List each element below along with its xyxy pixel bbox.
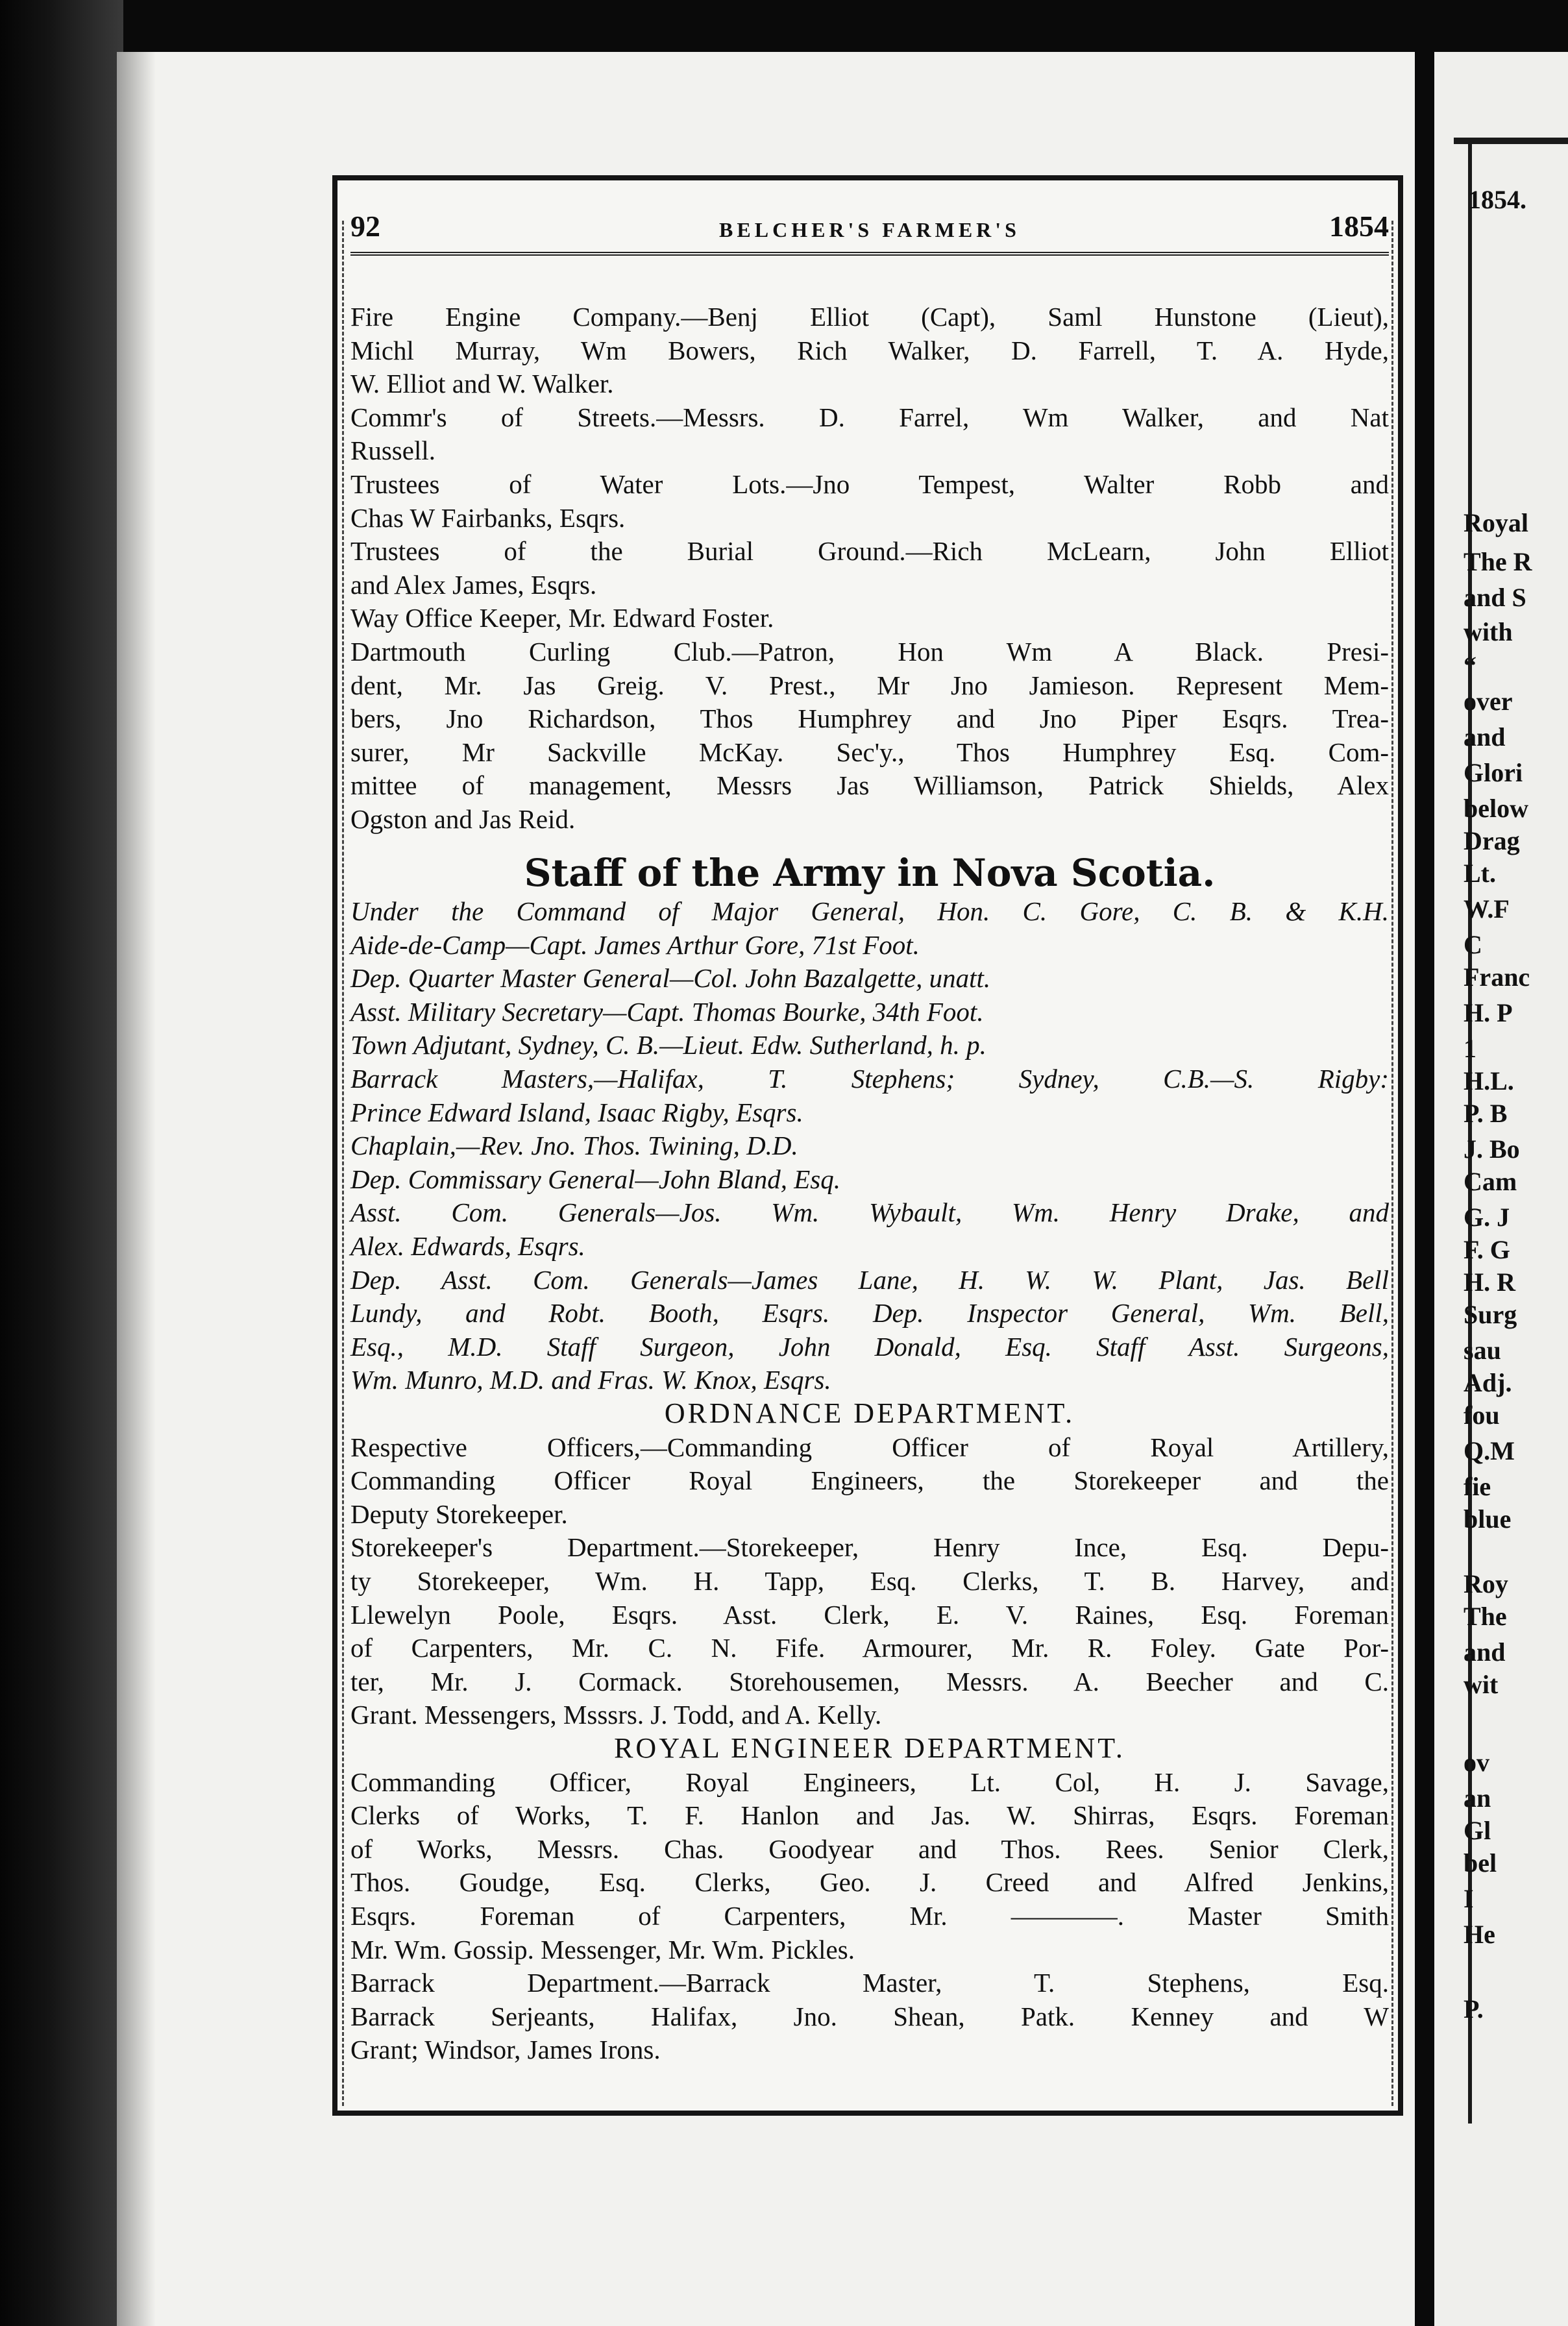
text-line: Under the Command of Major General, Hon. C. Gore, C. B. & K.H. — [350, 896, 1389, 926]
text-line: Commanding Officer, Royal Engineers, Lt. Col, H. J. Savage, — [350, 1767, 1389, 1797]
right-page-fragment: Franc — [1464, 962, 1530, 992]
right-page-fragment: Surg — [1464, 1300, 1517, 1329]
right-page-fragment: and — [1464, 722, 1506, 752]
right-page-fragment: “ — [1464, 651, 1476, 680]
page-year: 1854 — [1329, 210, 1389, 243]
text-line: Prince Edward Island, Isaac Rigby, Esqrs. — [350, 1097, 803, 1127]
text-line: Storekeeper's Department.—Storekeeper, Henry Ince, Esq. Depu- — [350, 1532, 1389, 1563]
text-line: Barrack Serjeants, Halifax, Jno. Shean, Patk. Kenney and W — [350, 2001, 1389, 2031]
right-page-fragment: H. R — [1464, 1267, 1515, 1297]
right-page-fragment: The — [1464, 1602, 1507, 1631]
right-page-fragment: H. P — [1464, 998, 1513, 1027]
right-page-fragment: C — [1464, 930, 1482, 959]
text-line: ty Storekeeper, Wm. H. Tapp, Esq. Clerks, T. B. Harvey, and — [350, 1565, 1389, 1596]
right-page-fragment: blue — [1464, 1504, 1512, 1534]
right-page-fragment: bel — [1464, 1848, 1497, 1878]
text-line: and Alex James, Esqrs. — [350, 569, 597, 600]
right-page-fragment: P. — [1464, 1994, 1484, 2024]
gutter-shadow — [117, 52, 156, 2326]
page-number: 92 — [350, 210, 380, 243]
text-line: Asst. Com. Generals—Jos. Wm. Wybault, Wm. Henry Drake, and — [350, 1197, 1389, 1228]
text-line: dent, Mr. Jas Greig. V. Prest., Mr Jno Jamieson. Represent Mem- — [350, 670, 1389, 700]
text-line: Mr. Wm. Gossip. Messenger, Mr. Wm. Pickles. — [350, 1934, 855, 1965]
text-line: of Carpenters, Mr. C. N. Fife. Armourer, Mr. R. Foley. Gate Por- — [350, 1633, 1389, 1663]
right-page-fragment: Adj. — [1464, 1368, 1512, 1397]
text-line: bers, Jno Richardson, Thos Humphrey and Jno Piper Esqrs. Trea- — [350, 704, 1389, 734]
right-page-fragment: sau — [1464, 1336, 1501, 1365]
text-line: Trustees of Water Lots.—Jno Tempest, Walter Robb and — [350, 469, 1389, 499]
right-page-fragment: I — [1464, 1884, 1474, 1913]
text-line: Chas W Fairbanks, Esqrs. — [350, 502, 626, 533]
text-line: Clerks of Works, T. F. Hanlon and Jas. W. Shirras, Esqrs. Foreman — [350, 1800, 1389, 1831]
right-page-fragment: and S — [1464, 583, 1526, 612]
text-line: Wm. Munro, M.D. and Fras. W. Knox, Esqrs. — [350, 1365, 831, 1395]
section-heading-ordnance: ORDNANCE DEPARTMENT. — [664, 1397, 1075, 1429]
right-page-fragment: below — [1464, 794, 1528, 823]
text-line: Respective Officers,—Commanding Officer of Royal Artillery, — [350, 1432, 1389, 1462]
text-line: Asst. Military Secretary—Capt. Thomas Bourke, 34th Foot. — [350, 996, 984, 1027]
right-page-fragment: 1854. — [1468, 185, 1526, 214]
right-page-fragment: Roy — [1464, 1569, 1508, 1598]
text-line: Michl Murray, Wm Bowers, Rich Walker, D. Farrell, T. A. Hyde, — [350, 335, 1389, 365]
right-page-fragment: fou — [1464, 1401, 1500, 1430]
right-page-fragment: Glori — [1464, 758, 1523, 787]
text-line: Dep. Commissary General—John Bland, Esq. — [350, 1164, 841, 1194]
right-page-rule — [1454, 138, 1568, 144]
right-page-fragment: Gl — [1464, 1816, 1491, 1845]
right-page-fragment: over — [1464, 687, 1513, 716]
text-line: Grant; Windsor, James Irons. — [350, 2035, 661, 2065]
right-page-fragment: ov — [1464, 1748, 1489, 1777]
right-page-fragment: an — [1464, 1783, 1491, 1813]
text-line: Fire Engine Company.—Benj Elliot (Capt), Saml Hunstone (Lieut), — [350, 302, 1389, 332]
text-line: ter, Mr. J. Cormack. Storehousemen, Messrs. A. Beecher and C. — [350, 1666, 1389, 1696]
right-page-fragment: Lt. — [1464, 859, 1496, 888]
right-page-fragment: Royal — [1464, 508, 1528, 537]
text-line: Dartmouth Curling Club.—Patron, Hon Wm A Black. Presi- — [350, 637, 1389, 667]
right-page-fragment: The R — [1464, 547, 1532, 576]
text-line: Ogston and Jas Reid. — [350, 804, 576, 834]
text-line: Thos. Goudge, Esq. Clerks, Geo. J. Creed and Alfred Jenkins, — [350, 1867, 1389, 1898]
running-title: BELCHER'S FARMER'S — [719, 218, 1020, 241]
book-spine — [0, 0, 123, 2326]
text-line: Aide-de-Camp—Capt. James Arthur Gore, 71st Foot. — [350, 929, 920, 960]
text-line: Trustees of the Burial Ground.—Rich McLearn, John Elliot — [350, 536, 1389, 567]
text-line: of Works, Messrs. Chas. Goodyear and Thos. Rees. Senior Clerk, — [350, 1833, 1389, 1864]
right-page-fragment: Drag — [1464, 826, 1520, 855]
text-line: Esqrs. Foreman of Carpenters, Mr. ————. Master Smith — [350, 1900, 1389, 1931]
text-line: Deputy Storekeeper. — [350, 1499, 568, 1529]
right-page-fragment: fie — [1464, 1472, 1491, 1501]
right-page-fragment: J. Bo — [1464, 1134, 1520, 1164]
right-page-fragment: 1 — [1464, 1034, 1476, 1063]
right-page-fragment: Q.M — [1464, 1436, 1515, 1465]
text-line: surer, Mr Sackville McKay. Sec'y., Thos Humphrey Esq. Com- — [350, 737, 1389, 767]
text-line: Esq., M.D. Staff Surgeon, John Donald, Esq. Staff Asst. Surgeons, — [350, 1331, 1389, 1362]
text-line: Barrack Department.—Barrack Master, T. Stephens, Esq. — [350, 1968, 1389, 1998]
right-page-fragment: with — [1464, 617, 1513, 646]
text-line: Russell. — [350, 435, 435, 466]
right-page-fragment: F. G — [1464, 1235, 1510, 1264]
text-line: Grant. Messengers, Msssrs. J. Todd, and A. Kelly. — [350, 1700, 882, 1730]
right-page-fragment: wit — [1464, 1670, 1499, 1699]
right-page-fragment: He — [1464, 1920, 1495, 1949]
text-line: Commanding Officer Royal Engineers, the Storekeeper and the — [350, 1465, 1389, 1496]
text-line: Dep. Asst. Com. Generals—James Lane, H. W. W. Plant, Jas. Bell — [350, 1264, 1389, 1295]
text-line: Dep. Quarter Master General—Col. John Bazalgette, unatt. — [350, 963, 991, 994]
text-line: mittee of management, Messrs Jas Williamson, Patrick Shields, Alex — [350, 770, 1389, 801]
right-page-fragment: G. J — [1464, 1203, 1510, 1232]
section-heading-army-staff: Staff of the Army in Nova Scotia. — [524, 850, 1216, 895]
text-line: W. Elliot and W. Walker. — [350, 369, 614, 399]
text-line: Way Office Keeper, Mr. Edward Foster. — [350, 603, 774, 633]
text-line: Lundy, and Robt. Booth, Esqrs. Dep. Inspector General, Wm. Bell, — [350, 1298, 1389, 1328]
text-line: Alex. Edwards, Esqrs. — [350, 1230, 585, 1261]
running-header — [350, 206, 1389, 256]
text-line: Llewelyn Poole, Esqrs. Asst. Clerk, E. V. Raines, Esq. Foreman — [350, 1599, 1389, 1630]
text-line: Commr's of Streets.—Messrs. D. Farrel, Wm Walker, and Nat — [350, 402, 1389, 432]
text-line: Chaplain,—Rev. Jno. Thos. Twining, D.D. — [350, 1131, 798, 1161]
right-page-fragment: P. B — [1464, 1099, 1508, 1128]
right-page-fragment: W.F — [1464, 894, 1510, 924]
right-page-fragment: H.L. — [1464, 1066, 1514, 1096]
right-page-fragment: and — [1464, 1637, 1506, 1667]
section-heading-royal-engineer: ROYAL ENGINEER DEPARTMENT. — [614, 1732, 1125, 1764]
text-line: Barrack Masters,—Halifax, T. Stephens; Sydney, C.B.—S. Rigby: — [350, 1063, 1389, 1094]
right-page-fragment: Cam — [1464, 1167, 1517, 1196]
text-line: Town Adjutant, Sydney, C. B.—Lieut. Edw. Sutherland, h. p. — [350, 1030, 986, 1060]
